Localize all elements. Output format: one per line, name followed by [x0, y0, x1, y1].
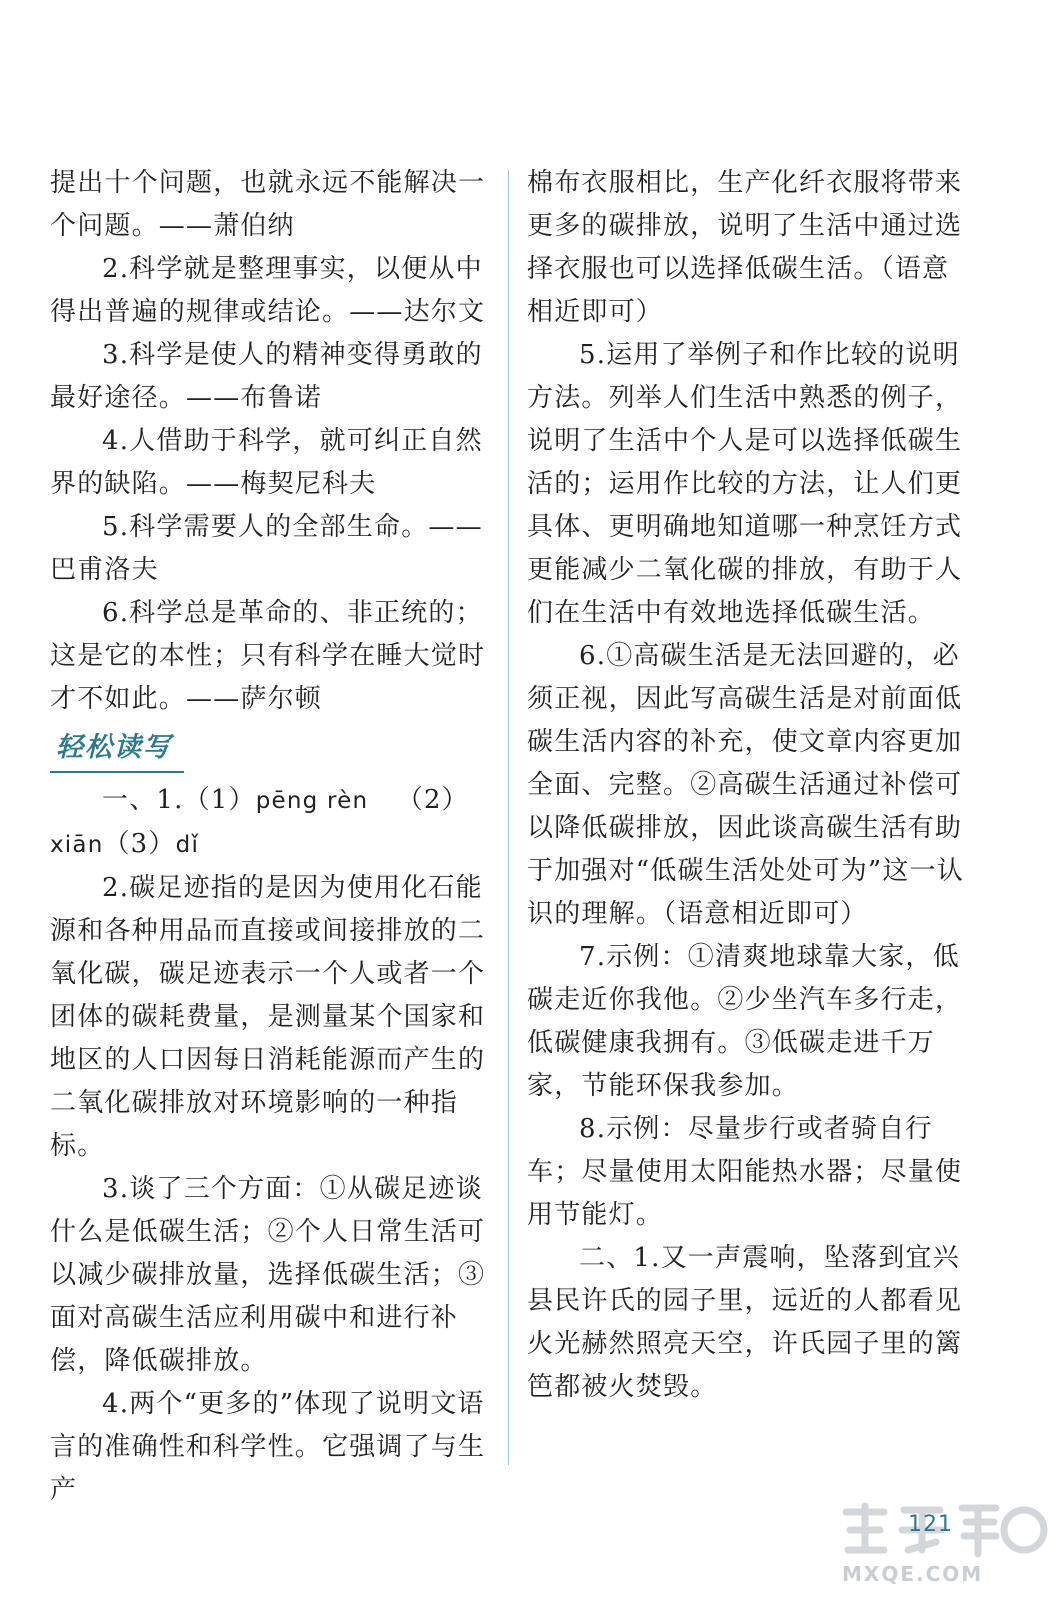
pinyin-2: xiān [50, 832, 104, 858]
paragraph-quote-6: 6.科学总是革命的、非正统的；这是它的本性；只有科学在睡大觉时才不如此。——萨尔顿 [50, 598, 486, 714]
paragraph-answer-7: 7.示例：①清爽地球靠大家，低碳走近你我他。②少坐汽车多行走，低碳健康我拥有。③低碳走进千万家，节能环保我参加。 [527, 942, 963, 1101]
paragraph-answer-6: 6.①高碳生活是无法回避的，必须正视，因此写高碳生活是对前面低碳生活内容的补充，使文章内容更加全面、完整。②高碳生活通过补偿可以降低碳排放，因此谈高碳生活有助于加强对“低碳生活处处可为”这一认识的理解。（语意相近即可） [527, 641, 964, 929]
watermark-text: MXQE.COM [842, 1562, 984, 1586]
paragraph-answer-3: 3.谈了三个方面：①从碳足迹谈什么是低碳生活；②个人日常生活可以减少碳排放量，选择低碳生活；③面对高碳生活应利用碳中和进行补偿，降低碳排放。 [50, 1174, 486, 1376]
paragraph-part2-answer-1: 二、1.又一声震响，坠落到宜兴县民许氏的园子里，远近的人都看见火光赫然照亮天空，许氏园子里的篱笆都被火焚毁。 [527, 1243, 963, 1402]
column-divider [508, 170, 509, 1465]
paragraph-answer-5: 5.运用了举例子和作比较的说明方法。列举人们生活中熟悉的例子，说明了生活中个人是可以选择低碳生活的；运用作比较的方法，让人们更具体、更明确地知道哪一种烹饪方式更能减少二氧化碳的排放，有助于人们在生活中有效地选择低碳生活。 [527, 340, 963, 628]
pinyin-1: pēng rèn [255, 788, 369, 814]
page-number: 121 [908, 1512, 953, 1537]
paragraph-answer-8: 8.示例：尽量步行或者骑自行车；尽量使用太阳能热水器；尽量使用节能灯。 [527, 1114, 963, 1230]
paragraph-quote-5: 5.科学需要人的全部生命。——巴甫洛夫 [50, 512, 483, 585]
paragraph-answer-2: 2.碳足迹指的是因为使用化石能源和各种用品而直接或间接排放的二氧化碳，碳足迹表示一个人或者一个团体的碳耗费量，是测量某个国家和地区的人口因每日消耗能源而产生的二氧化碳排放对环境影响的一种指标。 [50, 873, 486, 1161]
paragraph-answer-4: 4.两个“更多的”体现了说明文语言的准确性和科学性。它强调了与生产 [50, 1389, 486, 1505]
pinyin-3: dǐ [175, 832, 200, 858]
paragraph-quote-4: 4.人借助于科学，就可纠正自然界的缺陷。——梅契尼科夫 [50, 426, 483, 499]
q1-mid2: （3） [103, 829, 176, 859]
paragraph-quote-3: 3.科学是使人的精神变得勇敢的最好途径。——布鲁诺 [50, 340, 483, 413]
left-column [50, 162, 500, 1512]
section-heading [50, 727, 500, 775]
paragraph-pinyin-answers [50, 779, 500, 867]
paragraph-quote-continued: 提出十个问题，也就永远不能解决一个问题。——萧伯纳 [50, 168, 486, 241]
paragraph-answer-4-continued: 棉布衣服相比，生产化纤衣服将带来更多的碳排放，说明了生活中通过选择衣服也可以选择低碳生活。（语意相近即可） [527, 168, 963, 327]
paragraph-quote-2: 2.科学就是整理事实，以便从中得出普遍的规律或结论。——达尔文 [50, 254, 486, 327]
right-column [527, 162, 975, 1409]
q1-mid: （2） [396, 785, 469, 815]
q1-prefix: 一、1.（1） [102, 785, 256, 815]
section-title: 轻松读写 [50, 729, 184, 773]
